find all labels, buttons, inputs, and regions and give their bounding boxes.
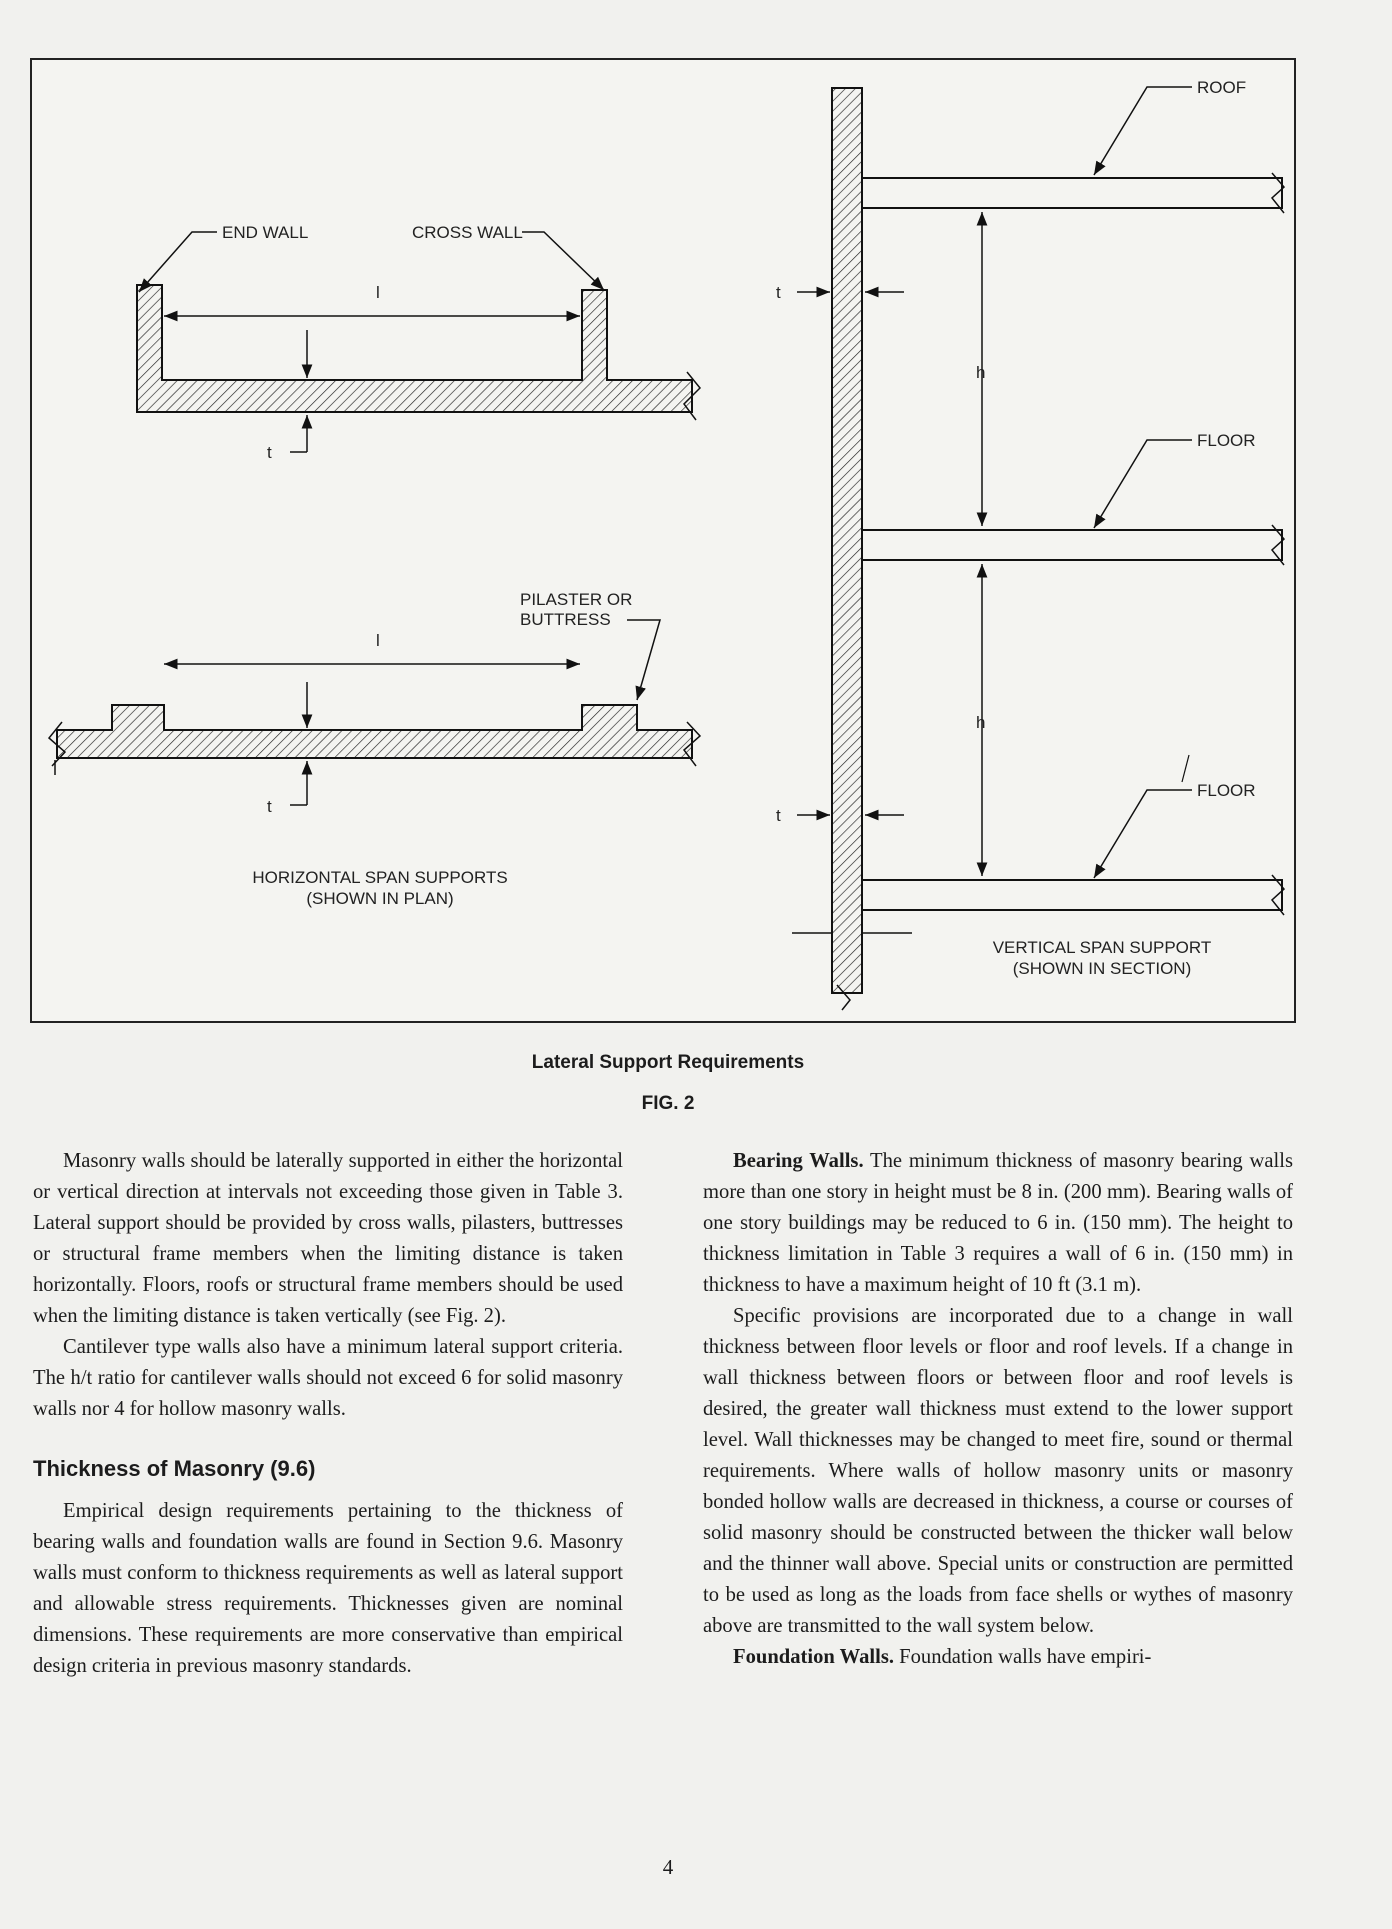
plan-end-cross-wall xyxy=(137,223,700,462)
height-label-lower: h xyxy=(976,713,986,732)
horizontal-subtitle: (SHOWN IN PLAN) xyxy=(306,889,454,908)
height-label-upper: h xyxy=(976,363,986,382)
lateral-support-diagram xyxy=(32,60,1294,1021)
figure-caption-title: Lateral Support Requirements xyxy=(531,1052,805,1073)
thickness-label-bottom: t xyxy=(267,797,272,816)
vertical-subtitle: (SHOWN IN SECTION) xyxy=(1012,959,1192,978)
wall-thickness-change-paragraph: Specific provisions are incorporated due to a change in wall thickness between floor levels or floor and roof levels. If a change in wall thickness between floors or between floor and roof levels is desired, the greater wall thickness must extend to the lower support level. Wall thicknesses may be changed to meet fire, sound or thermal requirements. Where walls of hollow masonry units or masonry bonded hollow walls are decreased in thickness, a course or courses of solid masonry should be constructed between the thicker wall below and the thinner wall above. Special units or construction are permitted to be used as long as the loads from face shells or wythes of masonry above are transmitted to the wall system below. xyxy=(703,1305,1293,1637)
section-vertical-wall xyxy=(776,78,1284,1010)
horizontal-title: HORIZONTAL SPAN SUPPORTS xyxy=(252,868,508,887)
page-number: 4 xyxy=(662,1855,674,1879)
right-column xyxy=(703,1146,1293,1673)
thickness-label-lower: t xyxy=(776,806,781,825)
plan-pilaster-wall xyxy=(49,590,700,908)
foundation-walls-text: Foundation walls have empiri- xyxy=(899,1646,1152,1668)
roof-label: ROOF xyxy=(1197,78,1247,97)
foundation-walls-heading: Foundation Walls. xyxy=(733,1646,894,1668)
lateral-support-paragraph: Masonry walls should be laterally supported in either the horizontal or vertical direction at intervals not exceeding those given in Table 3. Lateral support should be provided by cross walls, pilasters, buttresses or structural frame members when the limiting distance is taken horizontally. Floors, roofs or structural frame members should be used when the limiting distance is taken vertically (see Fig. 2). xyxy=(33,1150,623,1327)
cantilever-paragraph: Cantilever type walls also have a minimum lateral support criteria. The h/t ratio for cantilever walls should not exceed 6 for solid masonry walls nor 4 for hollow masonry walls. xyxy=(33,1336,623,1420)
thickness-label-upper: t xyxy=(776,283,781,302)
length-label-bottom: l xyxy=(376,631,380,650)
vertical-title: VERTICAL SPAN SUPPORT xyxy=(992,938,1212,957)
left-column xyxy=(33,1146,623,1682)
buttress-label: BUTTRESS xyxy=(520,610,611,629)
figure-caption-number: FIG. 2 xyxy=(641,1093,695,1114)
end-wall-label: END WALL xyxy=(222,223,309,242)
bearing-walls-paragraph xyxy=(703,1146,1293,1301)
foundation-walls-paragraph xyxy=(703,1642,1293,1673)
floor-label-lower: FLOOR xyxy=(1197,781,1256,800)
bearing-walls-text: The minimum thickness of masonry bearing walls more than one story in height must be 8 in. (200 mm). Bearing walls of one story buildings may be reduced to 6 in. (150 mm). The height to thickness limitation in Table 3 requires a wall of 6 in. (150 mm) in thickness to have a maximum height of 10 ft (3.1 m). xyxy=(703,1150,1293,1296)
figure-frame xyxy=(30,58,1296,1023)
cross-wall-label: CROSS WALL xyxy=(412,223,523,242)
thickness-paragraph: Empirical design requirements pertaining to the thickness of bearing walls and foundation walls are found in Section 9.6. Masonry walls must conform to thickness requirements as well as lateral support and allowable stress requirements. Thicknesses given are nominal dimensions. These requirements are more conservative than empirical design criteria in previous masonry standards. xyxy=(33,1500,623,1677)
length-label-top: l xyxy=(376,283,380,302)
section-heading: Thickness of Masonry (9.6) xyxy=(33,1456,316,1481)
bearing-walls-heading: Bearing Walls. xyxy=(733,1150,864,1172)
thickness-label-top: t xyxy=(267,443,272,462)
pilaster-label: PILASTER OR xyxy=(520,590,633,609)
floor-label-upper: FLOOR xyxy=(1197,431,1256,450)
